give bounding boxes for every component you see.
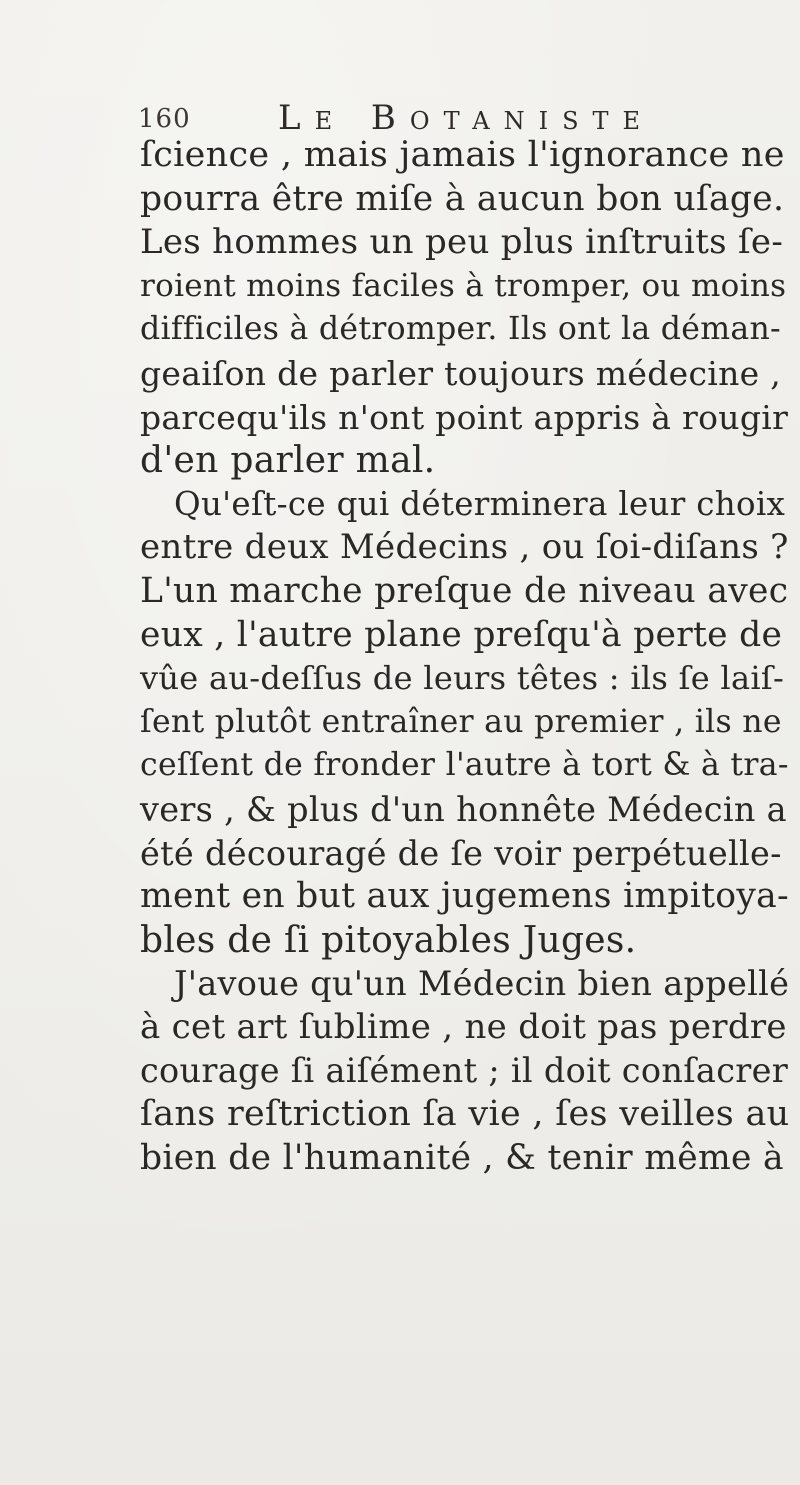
text-line: difficiles à détromper. Ils ont la déman- xyxy=(140,311,781,348)
text-line: L'un marche preſque de niveau avec xyxy=(140,570,789,611)
text-line: pourra être miſe à aucun bon uſage. xyxy=(140,178,785,219)
text-line: Les hommes un peu plus inſtruits ſe- xyxy=(140,222,784,263)
text-line: courage ſi aiſément ; il doit conſacrer xyxy=(140,1051,789,1091)
text-line: ſcience , mais jamais l'ignorance ne xyxy=(140,135,785,175)
page-header xyxy=(138,98,778,138)
text-line: bien de l'humanité , & tenir même à xyxy=(140,1137,784,1178)
text-line: parcequ'ils n'ont point appris à rougir xyxy=(140,397,789,437)
text-line: à cet art ſublime , ne doit pas perdre xyxy=(140,1006,787,1047)
running-title: Le Botaniste xyxy=(278,98,655,138)
text-line: ſans reſtriction ſa vie , ſes veilles au xyxy=(140,1094,790,1135)
paragraph-start-line: Qu'eſt-ce qui déterminera leur choix xyxy=(174,484,786,523)
text-line: geaiſon de parler toujours médecine , xyxy=(140,353,782,393)
text-line: roient moins faciles à tromper, ou moins xyxy=(140,267,787,304)
text-line: d'en parler mal. xyxy=(140,440,436,482)
paragraph-start-line: J'avoue qu'un Médecin bien appellé xyxy=(174,964,790,1004)
text-line: vûe au-deſſus de leurs têtes : ils ſe laiſ- xyxy=(140,659,785,698)
text-line: eux , l'autre plane preſqu'à perte de xyxy=(140,614,783,655)
text-line: ſent plutôt entraîner au premier , ils ne xyxy=(140,703,782,740)
text-line: bles de ſi pitoyables Juges. xyxy=(140,919,637,961)
body-text xyxy=(140,134,790,1180)
page-number: 160 xyxy=(138,104,191,134)
text-line: été découragé de ſe voir perpétuelle- xyxy=(140,833,782,873)
text-line: ment en but aux jugemens impitoya- xyxy=(140,876,789,917)
text-line: vers , & plus d'un honnête Médecin a xyxy=(140,789,787,829)
text-line: ceſſent de fronder l'autre à tort & à tra- xyxy=(140,747,789,784)
text-line: entre deux Médecins , ou ſoi-diſans ? xyxy=(140,527,789,568)
